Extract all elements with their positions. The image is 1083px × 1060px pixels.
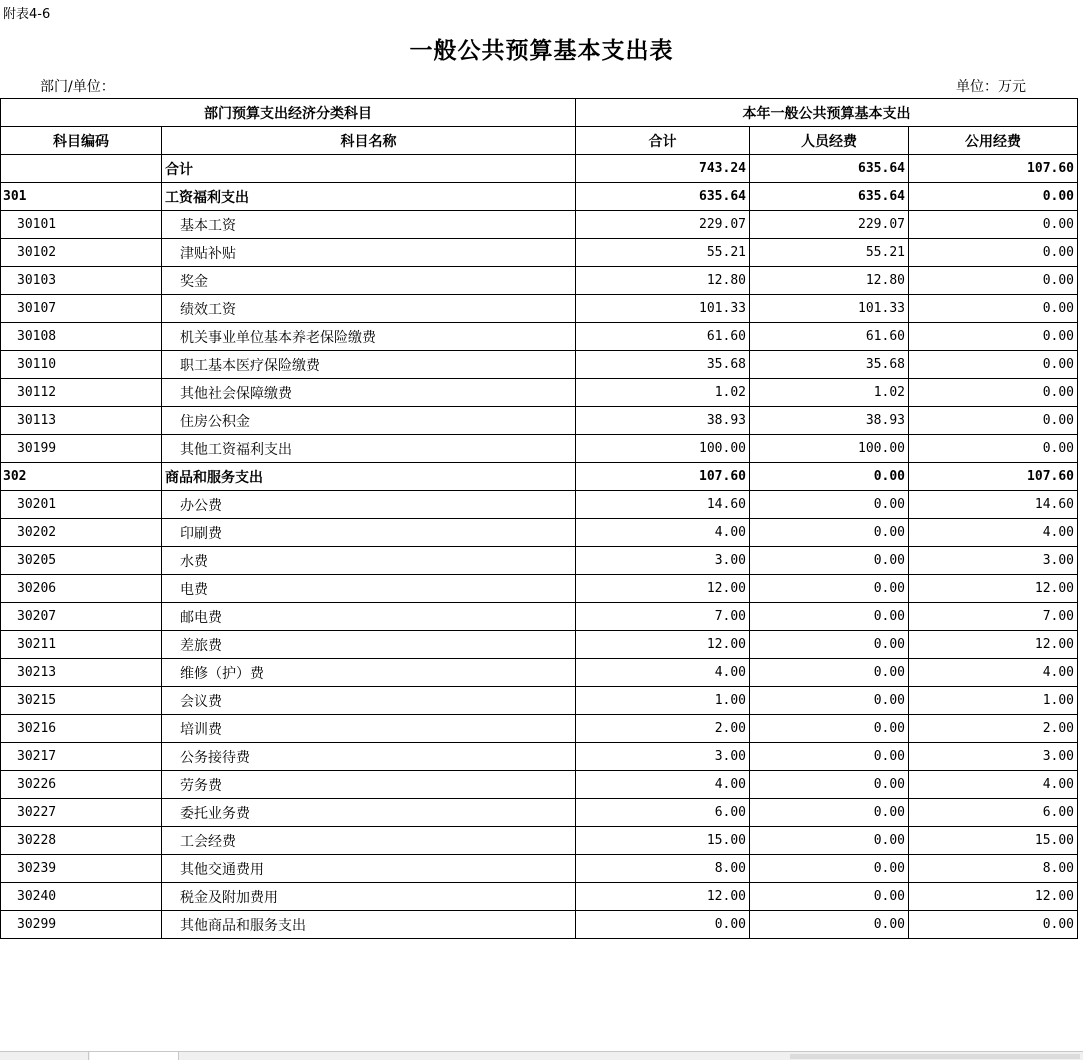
cell-name: 其他社会保障缴费 bbox=[162, 379, 576, 407]
cell-public: 15.00 bbox=[909, 827, 1078, 855]
cell-personnel: 0.00 bbox=[750, 715, 909, 743]
header-group-left: 部门预算支出经济分类科目 bbox=[1, 99, 576, 127]
cell-name: 税金及附加费用 bbox=[162, 883, 576, 911]
cell-name: 绩效工资 bbox=[162, 295, 576, 323]
table-row bbox=[1, 323, 1078, 351]
header-col-personnel: 人员经费 bbox=[750, 127, 909, 155]
cell-name: 委托业务费 bbox=[162, 799, 576, 827]
cell-public: 4.00 bbox=[909, 771, 1078, 799]
cell-total: 14.60 bbox=[576, 491, 750, 519]
cell-name: 其他交通费用 bbox=[162, 855, 576, 883]
cell-total: 107.60 bbox=[576, 463, 750, 491]
cell-total: 61.60 bbox=[576, 323, 750, 351]
cell-code: 30207 bbox=[1, 603, 162, 631]
cell-public: 0.00 bbox=[909, 435, 1078, 463]
header-columns-row bbox=[1, 127, 1078, 155]
cell-name: 工会经费 bbox=[162, 827, 576, 855]
cell-public: 12.00 bbox=[909, 575, 1078, 603]
cell-name: 劳务费 bbox=[162, 771, 576, 799]
table-row bbox=[1, 687, 1078, 715]
cell-personnel: 0.00 bbox=[750, 631, 909, 659]
page-title: 一般公共预算基本支出表 bbox=[409, 37, 674, 64]
header-col-name: 科目名称 bbox=[162, 127, 576, 155]
cell-total: 3.00 bbox=[576, 547, 750, 575]
cell-total: 1.02 bbox=[576, 379, 750, 407]
cell-public: 0.00 bbox=[909, 211, 1078, 239]
cell-total: 1.00 bbox=[576, 687, 750, 715]
cell-total: 15.00 bbox=[576, 827, 750, 855]
cell-code: 30217 bbox=[1, 743, 162, 771]
cell-code: 30211 bbox=[1, 631, 162, 659]
table-row bbox=[1, 519, 1078, 547]
cell-total: 12.00 bbox=[576, 575, 750, 603]
cell-public: 0.00 bbox=[909, 911, 1078, 939]
cell-code: 30205 bbox=[1, 547, 162, 575]
cell-code: 30199 bbox=[1, 435, 162, 463]
cell-total: 229.07 bbox=[576, 211, 750, 239]
cell-personnel: 0.00 bbox=[750, 547, 909, 575]
cell-public: 1.00 bbox=[909, 687, 1078, 715]
department-label: 部门/单位： bbox=[40, 79, 115, 95]
annex-label: 附表4-6 bbox=[3, 7, 51, 22]
cell-total: 6.00 bbox=[576, 799, 750, 827]
cell-public: 107.60 bbox=[909, 155, 1078, 183]
cell-public: 0.00 bbox=[909, 379, 1078, 407]
cell-total: 100.00 bbox=[576, 435, 750, 463]
table-row bbox=[1, 211, 1078, 239]
table-row bbox=[1, 435, 1078, 463]
cell-name: 办公费 bbox=[162, 491, 576, 519]
table-row bbox=[1, 603, 1078, 631]
cell-total: 7.00 bbox=[576, 603, 750, 631]
cell-name: 印刷费 bbox=[162, 519, 576, 547]
cell-public: 8.00 bbox=[909, 855, 1078, 883]
cell-personnel: 0.00 bbox=[750, 687, 909, 715]
cell-total: 38.93 bbox=[576, 407, 750, 435]
cell-public: 3.00 bbox=[909, 743, 1078, 771]
cell-personnel: 0.00 bbox=[750, 519, 909, 547]
cell-personnel: 635.64 bbox=[750, 155, 909, 183]
cell-code: 301 bbox=[1, 183, 162, 211]
cell-public: 3.00 bbox=[909, 547, 1078, 575]
table-row bbox=[1, 575, 1078, 603]
cell-public: 107.60 bbox=[909, 463, 1078, 491]
cell-public: 12.00 bbox=[909, 883, 1078, 911]
cell-code: 30299 bbox=[1, 911, 162, 939]
cell-personnel: 0.00 bbox=[750, 827, 909, 855]
table-body bbox=[1, 155, 1078, 939]
cell-name: 维修（护）费 bbox=[162, 659, 576, 687]
cell-total: 0.00 bbox=[576, 911, 750, 939]
cell-public: 0.00 bbox=[909, 183, 1078, 211]
cell-code: 30206 bbox=[1, 575, 162, 603]
table-row bbox=[1, 855, 1078, 883]
table-row bbox=[1, 295, 1078, 323]
cell-name: 基本工资 bbox=[162, 211, 576, 239]
cell-total: 12.00 bbox=[576, 883, 750, 911]
cell-code: 30201 bbox=[1, 491, 162, 519]
category-row bbox=[1, 463, 1078, 491]
cell-public: 12.00 bbox=[909, 631, 1078, 659]
horizontal-scrollbar[interactable] bbox=[790, 1054, 1080, 1059]
table-row bbox=[1, 631, 1078, 659]
cell-name: 津贴补贴 bbox=[162, 239, 576, 267]
cell-code: 302 bbox=[1, 463, 162, 491]
cell-code: 30107 bbox=[1, 295, 162, 323]
cell-name: 电费 bbox=[162, 575, 576, 603]
cell-name: 会议费 bbox=[162, 687, 576, 715]
table-row bbox=[1, 491, 1078, 519]
cell-personnel: 55.21 bbox=[750, 239, 909, 267]
cell-personnel: 12.80 bbox=[750, 267, 909, 295]
cell-personnel: 0.00 bbox=[750, 855, 909, 883]
cell-code: 30227 bbox=[1, 799, 162, 827]
cell-name: 公务接待费 bbox=[162, 743, 576, 771]
table-row bbox=[1, 379, 1078, 407]
cell-total: 55.21 bbox=[576, 239, 750, 267]
cell-name: 其他商品和服务支出 bbox=[162, 911, 576, 939]
cell-public: 4.00 bbox=[909, 659, 1078, 687]
header-col-public: 公用经费 bbox=[909, 127, 1078, 155]
cell-personnel: 0.00 bbox=[750, 911, 909, 939]
table-row bbox=[1, 799, 1078, 827]
cell-public: 0.00 bbox=[909, 351, 1078, 379]
unit-label: 单位：万元 bbox=[956, 79, 1026, 95]
cell-name: 奖金 bbox=[162, 267, 576, 295]
cell-total: 4.00 bbox=[576, 771, 750, 799]
cell-total: 635.64 bbox=[576, 183, 750, 211]
cell-public: 0.00 bbox=[909, 407, 1078, 435]
category-row bbox=[1, 183, 1078, 211]
cell-personnel: 229.07 bbox=[750, 211, 909, 239]
cell-personnel: 38.93 bbox=[750, 407, 909, 435]
cell-public: 4.00 bbox=[909, 519, 1078, 547]
cell-total: 12.00 bbox=[576, 631, 750, 659]
cell-code: 30112 bbox=[1, 379, 162, 407]
table-row bbox=[1, 659, 1078, 687]
cell-code: 30103 bbox=[1, 267, 162, 295]
cell-code bbox=[1, 155, 162, 183]
cell-personnel: 0.00 bbox=[750, 883, 909, 911]
cell-code: 30215 bbox=[1, 687, 162, 715]
cell-total: 2.00 bbox=[576, 715, 750, 743]
cell-name: 工资福利支出 bbox=[162, 183, 576, 211]
cell-personnel: 0.00 bbox=[750, 575, 909, 603]
cell-name: 水费 bbox=[162, 547, 576, 575]
cell-personnel: 0.00 bbox=[750, 463, 909, 491]
cell-personnel: 0.00 bbox=[750, 603, 909, 631]
cell-personnel: 635.64 bbox=[750, 183, 909, 211]
cell-name: 机关事业单位基本养老保险缴费 bbox=[162, 323, 576, 351]
table-row bbox=[1, 827, 1078, 855]
total-row bbox=[1, 155, 1078, 183]
table-row bbox=[1, 771, 1078, 799]
cell-code: 30239 bbox=[1, 855, 162, 883]
table-row bbox=[1, 239, 1078, 267]
cell-personnel: 0.00 bbox=[750, 743, 909, 771]
cell-code: 30108 bbox=[1, 323, 162, 351]
cell-personnel: 0.00 bbox=[750, 491, 909, 519]
cell-code: 30101 bbox=[1, 211, 162, 239]
cell-public: 0.00 bbox=[909, 295, 1078, 323]
header-group-row bbox=[1, 99, 1078, 127]
cell-code: 30226 bbox=[1, 771, 162, 799]
cell-name: 其他工资福利支出 bbox=[162, 435, 576, 463]
cell-total: 12.80 bbox=[576, 267, 750, 295]
cell-public: 2.00 bbox=[909, 715, 1078, 743]
cell-code: 30216 bbox=[1, 715, 162, 743]
cell-total: 4.00 bbox=[576, 519, 750, 547]
table-row bbox=[1, 407, 1078, 435]
cell-name: 差旅费 bbox=[162, 631, 576, 659]
cell-code: 30113 bbox=[1, 407, 162, 435]
cell-total: 4.00 bbox=[576, 659, 750, 687]
cell-public: 6.00 bbox=[909, 799, 1078, 827]
header-group-right: 本年一般公共预算基本支出 bbox=[576, 99, 1078, 127]
cell-personnel: 35.68 bbox=[750, 351, 909, 379]
cell-public: 0.00 bbox=[909, 239, 1078, 267]
cell-public: 0.00 bbox=[909, 323, 1078, 351]
cell-total: 101.33 bbox=[576, 295, 750, 323]
cell-code: 30240 bbox=[1, 883, 162, 911]
table-row bbox=[1, 351, 1078, 379]
cell-code: 30228 bbox=[1, 827, 162, 855]
cell-code: 30202 bbox=[1, 519, 162, 547]
cell-name: 邮电费 bbox=[162, 603, 576, 631]
budget-table bbox=[0, 98, 1078, 939]
cell-code: 30213 bbox=[1, 659, 162, 687]
cell-total: 8.00 bbox=[576, 855, 750, 883]
cell-personnel: 1.02 bbox=[750, 379, 909, 407]
table-row bbox=[1, 743, 1078, 771]
table-row bbox=[1, 911, 1078, 939]
table-row bbox=[1, 715, 1078, 743]
cell-personnel: 0.00 bbox=[750, 659, 909, 687]
cell-personnel: 100.00 bbox=[750, 435, 909, 463]
cell-code: 30102 bbox=[1, 239, 162, 267]
cell-personnel: 101.33 bbox=[750, 295, 909, 323]
cell-personnel: 0.00 bbox=[750, 799, 909, 827]
cell-total: 35.68 bbox=[576, 351, 750, 379]
table-row bbox=[1, 267, 1078, 295]
table-row bbox=[1, 883, 1078, 911]
cell-public: 7.00 bbox=[909, 603, 1078, 631]
cell-total: 3.00 bbox=[576, 743, 750, 771]
cell-name: 住房公积金 bbox=[162, 407, 576, 435]
table-row bbox=[1, 547, 1078, 575]
cell-total: 743.24 bbox=[576, 155, 750, 183]
cell-name: 商品和服务支出 bbox=[162, 463, 576, 491]
cell-name: 职工基本医疗保险缴费 bbox=[162, 351, 576, 379]
cell-name: 合计 bbox=[162, 155, 576, 183]
cell-public: 0.00 bbox=[909, 267, 1078, 295]
header-col-code: 科目编码 bbox=[1, 127, 162, 155]
cell-code: 30110 bbox=[1, 351, 162, 379]
cell-name: 培训费 bbox=[162, 715, 576, 743]
cell-personnel: 0.00 bbox=[750, 771, 909, 799]
cell-personnel: 61.60 bbox=[750, 323, 909, 351]
cell-public: 14.60 bbox=[909, 491, 1078, 519]
header-col-total: 合计 bbox=[576, 127, 750, 155]
